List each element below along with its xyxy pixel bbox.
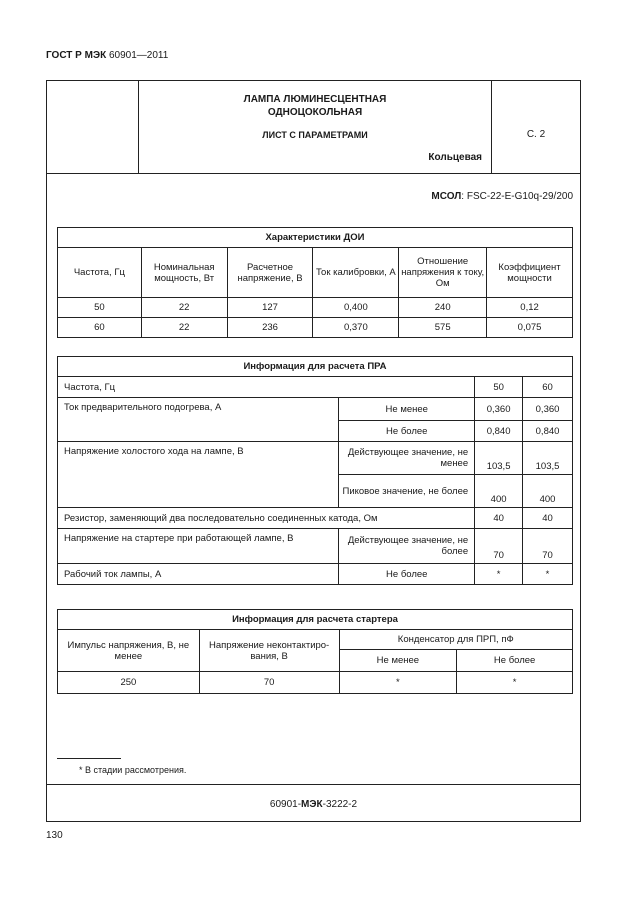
pra-lamp-i-60: * xyxy=(523,564,573,585)
starter-header-capacitor: Конденсатор для ПРП, пФ xyxy=(339,630,573,650)
pra-ocv-peak-50: 400 xyxy=(475,475,523,508)
mcol-value: : FSC-22-E-G10q-29/200 xyxy=(461,191,573,202)
table-row xyxy=(58,318,573,338)
standard-number: 60901—2011 xyxy=(108,50,169,61)
pra-freq-label: Частота, Гц xyxy=(58,377,475,398)
doi-header-cell: Отношение напряжения к току, Ом xyxy=(399,248,487,298)
mcol-designation xyxy=(47,191,573,202)
pra-caption: Информация для расчета ПРА xyxy=(58,357,573,377)
doi-cell: 22 xyxy=(141,298,227,318)
doi-cell: 0,075 xyxy=(487,318,573,338)
doi-header-cell: Номинальная мощность, Вт xyxy=(141,248,227,298)
sheet-code-prefix: 60901- xyxy=(269,799,302,810)
page-number: 130 xyxy=(46,830,63,841)
pra-preheat-min-60: 0,360 xyxy=(523,398,573,421)
pra-preheat-min-50: 0,360 xyxy=(475,398,523,421)
doi-header-cell: Ток калибровки, А xyxy=(313,248,399,298)
title-block xyxy=(47,81,580,174)
starter-header-impulse: Импульс напряжения, В, не менее xyxy=(58,630,200,672)
doi-cell: 575 xyxy=(399,318,487,338)
doi-header-cell: Расчетное напряжение, В xyxy=(227,248,313,298)
pra-starter-v-60: 70 xyxy=(523,529,573,564)
pra-ocv-label: Напряжение холостого хода на лампе, В xyxy=(58,442,339,508)
table-row xyxy=(58,508,573,529)
doi-header-cell: Коэффициент мощности xyxy=(487,248,573,298)
sheet-code-iec: МЭК xyxy=(301,799,323,810)
doi-cell: 22 xyxy=(141,318,227,338)
doi-cell: 0,370 xyxy=(313,318,399,338)
doi-cell: 240 xyxy=(399,298,487,318)
pra-table xyxy=(57,356,573,585)
pra-ocv-rms-60: 103,5 xyxy=(523,442,573,475)
sheet-page: С. 2 xyxy=(526,129,546,140)
starter-header-min: Не менее xyxy=(339,650,457,672)
pra-resistor-60: 40 xyxy=(523,508,573,529)
doi-cell: 0,12 xyxy=(487,298,573,318)
pra-lamp-i-50: * xyxy=(475,564,523,585)
pra-preheat-label: Ток предварительного подогрева, А xyxy=(58,398,339,442)
starter-cell: 70 xyxy=(199,672,339,694)
lamp-title-line1: ЛАМПА ЛЮМИНЕСЦЕНТНАЯ xyxy=(243,94,387,105)
table-row xyxy=(58,298,573,318)
lamp-title-line2: ОДНОЦОКОЛЬНАЯ xyxy=(267,107,363,118)
doi-table xyxy=(57,227,573,338)
sheet-code-suffix: -3222-2 xyxy=(322,799,358,810)
pra-ocv-peak-60: 400 xyxy=(523,475,573,508)
pra-preheat-max-50: 0,840 xyxy=(475,421,523,442)
mcol-label: МСОЛ xyxy=(431,191,462,202)
footnote: * В стадии рассмотрения. xyxy=(79,765,187,775)
doi-cell: 60 xyxy=(58,318,142,338)
lamp-title xyxy=(139,93,491,119)
starter-cell: * xyxy=(339,672,457,694)
pra-starter-v-cond: Действующее значение, не более xyxy=(339,529,475,564)
sheet-code xyxy=(47,799,580,810)
standard-code: ГОСТ Р МЭК xyxy=(46,50,107,61)
footnote-rule xyxy=(57,758,121,759)
starter-table xyxy=(57,609,573,694)
lamp-shape: Кольцевая xyxy=(428,152,482,163)
pra-ocv-rms-label: Действующее значение, не менее xyxy=(339,442,475,475)
pra-ocv-rms-50: 103,5 xyxy=(475,442,523,475)
table-row xyxy=(58,529,573,564)
table-row xyxy=(58,377,573,398)
table-row xyxy=(58,564,573,585)
pra-preheat-max-label: Не более xyxy=(339,421,475,442)
doi-cell: 127 xyxy=(227,298,313,318)
starter-cell: * xyxy=(457,672,573,694)
title-divider-right xyxy=(491,81,492,173)
sheet-subtitle: ЛИСТ С ПАРАМЕТРАМИ xyxy=(262,130,368,140)
pra-starter-v-label: Напряжение на стартере при работающей лампе, В xyxy=(58,529,339,564)
doi-cell: 236 xyxy=(227,318,313,338)
table-row xyxy=(58,398,573,421)
pra-freq-50: 50 xyxy=(475,377,523,398)
starter-caption: Информация для расчета стартера xyxy=(58,610,573,630)
table-row xyxy=(58,672,573,694)
doi-caption: Характеристики ДОИ xyxy=(58,228,573,248)
footer-divider xyxy=(47,784,580,785)
pra-starter-v-50: 70 xyxy=(475,529,523,564)
pra-resistor-label: Резистор, заменяющий два последовательно соединенных катода, Ом xyxy=(58,508,475,529)
pra-lamp-i-label: Рабочий ток лампы, А xyxy=(58,564,339,585)
starter-header-max: Не более xyxy=(457,650,573,672)
pra-preheat-min-label: Не менее xyxy=(339,398,475,421)
pra-ocv-peak-label: Пиковое значение, не более xyxy=(339,475,475,508)
pra-resistor-50: 40 xyxy=(475,508,523,529)
pra-freq-60: 60 xyxy=(523,377,573,398)
doi-header-cell: Частота, Гц xyxy=(58,248,142,298)
pra-preheat-max-60: 0,840 xyxy=(523,421,573,442)
pra-lamp-i-cond: Не более xyxy=(339,564,475,585)
table-row xyxy=(58,442,573,475)
parameter-sheet xyxy=(46,80,581,822)
doi-cell: 0,400 xyxy=(313,298,399,318)
starter-header-nonconduct: Напряжение неконтактиро-вания, В xyxy=(199,630,339,672)
standard-header xyxy=(46,50,168,61)
starter-cell: 250 xyxy=(58,672,200,694)
doi-cell: 50 xyxy=(58,298,142,318)
